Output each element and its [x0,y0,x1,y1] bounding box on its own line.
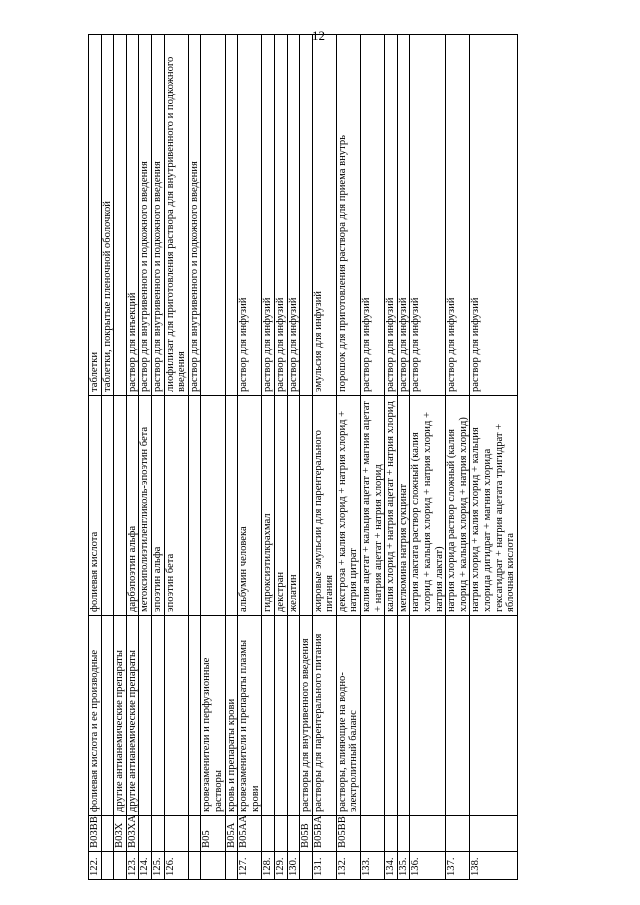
table-row [336,35,360,880]
cell-form: эмульсия для инфузий [312,35,336,396]
cell-num: 123. [126,852,139,880]
cell-code: B05AA [238,816,262,852]
table-row [470,35,517,880]
cell-code [262,816,275,852]
cell-code [287,816,300,852]
cell-group [385,616,398,816]
cell-name [300,396,313,616]
cell-name: фолиевая кислота [89,396,102,616]
cell-num: 122. [89,852,102,880]
cell-name [188,396,201,616]
cell-form: раствор для инфузий [397,35,410,396]
cell-group [274,616,287,816]
cell-name [114,396,127,616]
cell-group [470,616,517,816]
cell-form [300,35,313,396]
table-row [446,35,470,880]
cell-group: фолиевая кислота и ее производные [89,616,102,816]
cell-name: альбумин человека [238,396,262,616]
cell-form: лиофилизат для приготовления раствора для внутривенного и подкожного введения [164,35,188,396]
cell-form: раствор для инфузий [385,35,398,396]
cell-code: B05BA [312,816,336,852]
cell-code [151,816,164,852]
table-row [312,35,336,880]
cell-code [361,816,385,852]
cell-form: раствор для инфузий [287,35,300,396]
cell-name: метоксиполиэтиленгликоль-эпоэтин бета [139,396,152,616]
cell-form: порошок для приготовления раствора для приема внутрь [336,35,360,396]
cell-num [188,852,201,880]
cell-form: раствор для инфузий [274,35,287,396]
cell-code: B03BB [89,816,102,852]
cell-num: 129. [274,852,287,880]
table-row [274,35,287,880]
cell-group [446,616,470,816]
cell-code: B05A [225,816,238,852]
cell-code [274,816,287,852]
cell-name: декстроза + калия хлорид + натрия хлорид + натрия цитрат [336,396,360,616]
cell-name [225,396,238,616]
cell-code: B05 [201,816,225,852]
table-row [101,35,114,880]
cell-num: 125. [151,852,164,880]
cell-code [101,816,114,852]
cell-group: кровезаменители и препараты плазмы крови [238,616,262,816]
cell-num [201,852,225,880]
cell-name: дарбэпоэтин альфа [126,396,139,616]
cell-form: раствор для внутривенного и подкожного введения [151,35,164,396]
cell-form: таблетки, покрытые пленочной оболочкой [101,35,114,396]
table-row [238,35,262,880]
cell-num: 135. [397,852,410,880]
table-row [225,35,238,880]
page-number: 12 [312,28,325,43]
cell-group: кровезаменители и перфузионные растворы [201,616,225,816]
cell-code: B03XA [126,816,139,852]
table-row [89,35,102,880]
drug-table [88,34,518,880]
cell-form: раствор для инфузий [410,35,446,396]
cell-num: 128. [262,852,275,880]
cell-group [397,616,410,816]
cell-form [201,35,225,396]
cell-name: натрия хлорид + калия хлорид + кальция хлорида дигидрат + магния хлорида гексагидрат + натрия ацетата тригидрат + яблочная кислота [470,396,517,616]
cell-code [139,816,152,852]
rotated-drug-table [88,35,626,880]
cell-name: эпоэтин альфа [151,396,164,616]
table-row [201,35,225,880]
table-row [300,35,313,880]
cell-group [164,616,188,816]
cell-num [114,852,127,880]
cell-form: раствор для внутривенного и подкожного введения [139,35,152,396]
cell-num: 136. [410,852,446,880]
table-row [397,35,410,880]
cell-group [262,616,275,816]
table-row [287,35,300,880]
table-row [139,35,152,880]
table-row [385,35,398,880]
cell-code [164,816,188,852]
cell-name: желатин [287,396,300,616]
table-row [410,35,446,880]
cell-group [139,616,152,816]
cell-num: 132. [336,852,360,880]
cell-form: раствор для инфузий [446,35,470,396]
cell-form: раствор для внутривенного и подкожного введения [188,35,201,396]
cell-form: раствор для инфузий [361,35,385,396]
cell-code: B05BB [336,816,360,852]
cell-group [410,616,446,816]
cell-group [101,616,114,816]
cell-name: калия ацетат + кальция ацетат + магния ацетат + натрия ацетат + натрия хлорид [361,396,385,616]
cell-group [188,616,201,816]
cell-code [397,816,410,852]
cell-num: 131. [312,852,336,880]
cell-form: раствор для инъекций [126,35,139,396]
cell-name: гидроксиэтилкрахмал [262,396,275,616]
cell-code [188,816,201,852]
cell-form [225,35,238,396]
cell-group: кровь и препараты крови [225,616,238,816]
cell-group: растворы для внутривенного введения [300,616,313,816]
cell-form: раствор для инфузий [470,35,517,396]
cell-num: 130. [287,852,300,880]
cell-form: таблетки [89,35,102,396]
table-row [361,35,385,880]
cell-num [300,852,313,880]
cell-code [385,816,398,852]
cell-form: раствор для инфузий [238,35,262,396]
cell-group [361,616,385,816]
cell-code [410,816,446,852]
table-row [164,35,188,880]
table-row [126,35,139,880]
cell-code [446,816,470,852]
cell-group [287,616,300,816]
cell-code: B05B [300,816,313,852]
cell-group [151,616,164,816]
cell-code [470,816,517,852]
cell-num: 138. [470,852,517,880]
cell-name: жировые эмульсии для парентерального питания [312,396,336,616]
table-row [262,35,275,880]
cell-num: 126. [164,852,188,880]
cell-num: 134. [385,852,398,880]
table-row [151,35,164,880]
table-row [188,35,201,880]
cell-name: декстран [274,396,287,616]
cell-num: 127. [238,852,262,880]
cell-code: B03X [114,816,127,852]
cell-form: раствор для инфузий [262,35,275,396]
cell-group: растворы для парентерального питания [312,616,336,816]
cell-group: другие антианемические препараты [126,616,139,816]
cell-name: натрия лактата раствор сложный (калия хлорид + кальция хлорид + натрия хлорид + натрия лактат) [410,396,446,616]
cell-name: эпоэтин бета [164,396,188,616]
cell-name [101,396,114,616]
cell-num: 133. [361,852,385,880]
cell-form [114,35,127,396]
cell-num [225,852,238,880]
cell-num [101,852,114,880]
cell-name: калия хлорид + натрия ацетат + натрия хлорид [385,396,398,616]
cell-group: растворы, влияющие на водно-электролитный баланс [336,616,360,816]
cell-name: меглюмина натрия сукцинат [397,396,410,616]
cell-name [201,396,225,616]
cell-num: 137. [446,852,470,880]
table-row [114,35,127,880]
cell-name: натрия хлорида раствор сложный (калия хлорид + кальция хлорид + натрия хлорид) [446,396,470,616]
cell-num: 124. [139,852,152,880]
cell-group: другие антианемические препараты [114,616,127,816]
